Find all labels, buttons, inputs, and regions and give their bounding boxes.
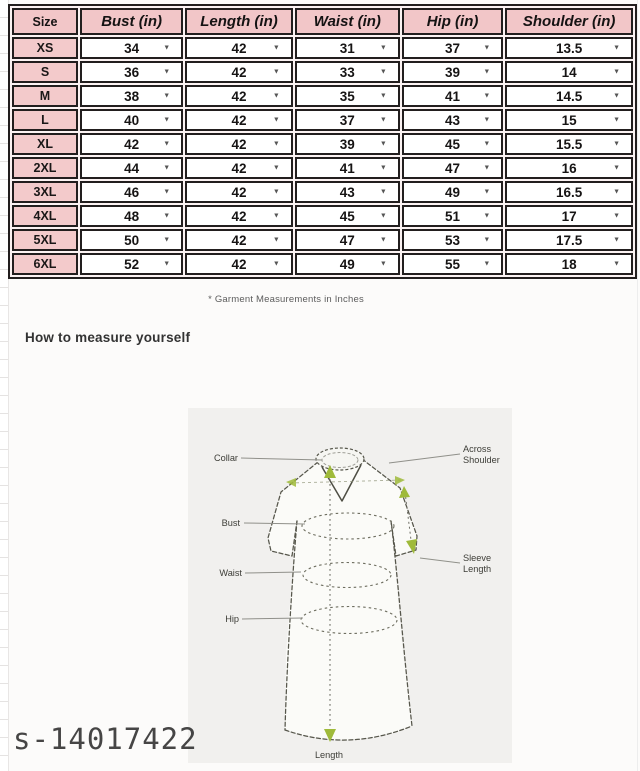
measurement-cell[interactable] (402, 37, 503, 59)
dropdown-caret-icon: ▼ (272, 68, 280, 76)
page-right-edge (637, 0, 638, 771)
cell-value: 15.5 (555, 136, 583, 152)
measurement-cell[interactable] (295, 229, 400, 251)
dropdown-caret-icon: ▼ (272, 116, 280, 124)
table-row (12, 205, 633, 227)
dropdown-caret-icon: ▼ (483, 188, 491, 196)
measurement-cell[interactable] (80, 109, 183, 131)
cell-value: 31 (339, 40, 355, 56)
measurement-cell[interactable] (505, 37, 633, 59)
dropdown-caret-icon: ▼ (379, 164, 387, 172)
cell-value: 42 (231, 208, 247, 224)
size-row-label: L (12, 109, 78, 131)
cell-value: 42 (231, 40, 247, 56)
table-row (12, 133, 633, 155)
dropdown-caret-icon: ▼ (483, 236, 491, 244)
cell-value: 51 (445, 208, 461, 224)
measurement-cell[interactable] (185, 85, 293, 107)
measurement-cell[interactable] (505, 61, 633, 83)
table-row (12, 85, 633, 107)
measurement-cell[interactable] (402, 109, 503, 131)
cell-value: 40 (124, 112, 140, 128)
measurement-cell[interactable] (402, 85, 503, 107)
cell-value: 42 (231, 256, 247, 272)
measurement-cell[interactable] (505, 157, 633, 179)
cell-value: 36 (124, 64, 140, 80)
dropdown-caret-icon: ▼ (613, 140, 620, 148)
dropdown-caret-icon: ▼ (483, 68, 491, 76)
column-header-shoulder: Shoulder (in) (505, 8, 633, 35)
measurement-cell[interactable] (185, 205, 293, 227)
table-row (12, 109, 633, 131)
measurement-cell[interactable] (185, 229, 293, 251)
measurement-cell[interactable] (505, 109, 633, 131)
cell-value: 42 (231, 64, 247, 80)
dropdown-caret-icon: ▼ (272, 236, 280, 244)
cell-value: 47 (445, 160, 461, 176)
measurement-cell[interactable] (505, 253, 633, 275)
dropdown-caret-icon: ▼ (613, 68, 620, 76)
column-header-bust: Bust (in) (80, 8, 183, 35)
diagram-label-sleeve-length-1: Sleeve (463, 553, 492, 563)
measurement-cell[interactable] (185, 37, 293, 59)
measurement-cell[interactable] (295, 109, 400, 131)
cell-value: 47 (339, 232, 355, 248)
size-row-label: XS (12, 37, 78, 59)
measurement-cell[interactable] (402, 133, 503, 155)
collar-outline (316, 448, 364, 470)
measurement-cell[interactable] (402, 253, 503, 275)
cell-value: 14.5 (555, 88, 583, 104)
measurement-cell[interactable] (80, 133, 183, 155)
cell-value: 55 (445, 256, 461, 272)
cell-value: 49 (339, 256, 355, 272)
header-row (12, 8, 633, 35)
table-row (12, 229, 633, 251)
cell-value: 42 (231, 160, 247, 176)
diagram-label-bust: Bust (221, 518, 240, 528)
measurement-cell[interactable] (295, 157, 400, 179)
dropdown-caret-icon: ▼ (379, 92, 387, 100)
cell-value: 42 (231, 88, 247, 104)
cell-value: 45 (445, 136, 461, 152)
cell-value: 37 (445, 40, 461, 56)
cell-value: 49 (445, 184, 461, 200)
measurement-cell[interactable] (80, 253, 183, 275)
cell-value: 39 (445, 64, 461, 80)
dropdown-caret-icon: ▼ (483, 140, 491, 148)
dropdown-caret-icon: ▼ (272, 260, 280, 268)
diagram-label-across-shoulder-2: Shoulder (463, 455, 500, 465)
size-row-label: 5XL (12, 229, 78, 251)
diagram-label-sleeve-length-2: Length (463, 564, 492, 574)
measurement-cell[interactable] (295, 253, 400, 275)
measurement-cell[interactable] (185, 133, 293, 155)
dropdown-caret-icon: ▼ (163, 140, 171, 148)
dropdown-caret-icon: ▼ (379, 188, 387, 196)
dropdown-caret-icon: ▼ (163, 68, 171, 76)
cell-value: 42 (231, 232, 247, 248)
measurement-cell[interactable] (295, 85, 400, 107)
dropdown-caret-icon: ▼ (483, 212, 491, 220)
dropdown-caret-icon: ▼ (613, 188, 620, 196)
dropdown-caret-icon: ▼ (483, 116, 491, 124)
cell-value: 44 (124, 160, 140, 176)
size-row-label: 6XL (12, 253, 78, 275)
dropdown-caret-icon: ▼ (613, 260, 620, 268)
measurement-cell[interactable] (505, 229, 633, 251)
diagram-label-length: Length (314, 750, 344, 760)
cell-value: 39 (339, 136, 355, 152)
column-header-waist: Waist (in) (295, 8, 400, 35)
cell-value: 33 (339, 64, 355, 80)
measurement-cell[interactable] (402, 61, 503, 83)
dropdown-caret-icon: ▼ (272, 188, 280, 196)
cell-value: 17 (561, 208, 577, 224)
dropdown-caret-icon: ▼ (272, 92, 280, 100)
dropdown-caret-icon: ▼ (613, 116, 620, 124)
cell-value: 42 (124, 136, 140, 152)
size-row-label: S (12, 61, 78, 83)
dropdown-caret-icon: ▼ (379, 44, 387, 52)
dropdown-caret-icon: ▼ (272, 212, 280, 220)
measurement-cell[interactable] (295, 205, 400, 227)
cell-value: 17.5 (555, 232, 583, 248)
measurement-cell[interactable] (185, 253, 293, 275)
dropdown-caret-icon: ▼ (483, 92, 491, 100)
measurement-diagram (188, 408, 512, 763)
diagram-label-collar: Collar (214, 453, 238, 463)
column-header-hip: Hip (in) (402, 8, 503, 35)
measurement-cell[interactable] (295, 133, 400, 155)
table-row (12, 181, 633, 203)
size-row-label: XL (12, 133, 78, 155)
measurement-cell[interactable] (80, 61, 183, 83)
measurement-cell[interactable] (295, 181, 400, 203)
cell-value: 37 (339, 112, 355, 128)
cell-value: 52 (124, 256, 140, 272)
measurement-cell[interactable] (80, 181, 183, 203)
dropdown-caret-icon: ▼ (163, 116, 171, 124)
measurement-cell[interactable] (295, 61, 400, 83)
dropdown-caret-icon: ▼ (163, 236, 171, 244)
measurement-cell[interactable] (402, 181, 503, 203)
dropdown-caret-icon: ▼ (272, 44, 280, 52)
cell-value: 53 (445, 232, 461, 248)
dropdown-caret-icon: ▼ (379, 140, 387, 148)
cell-value: 42 (231, 112, 247, 128)
dropdown-caret-icon: ▼ (379, 236, 387, 244)
measurement-cell[interactable] (505, 205, 633, 227)
dropdown-caret-icon: ▼ (272, 140, 280, 148)
cell-value: 41 (339, 160, 355, 176)
dropdown-caret-icon: ▼ (379, 116, 387, 124)
cell-value: 41 (445, 88, 461, 104)
dropdown-caret-icon: ▼ (483, 260, 491, 268)
measurement-cell[interactable] (185, 109, 293, 131)
table-row (12, 61, 633, 83)
column-header-length: Length (in) (185, 8, 293, 35)
cell-value: 13.5 (555, 40, 583, 56)
measurement-cell[interactable] (80, 37, 183, 59)
measurement-cell[interactable] (80, 157, 183, 179)
cell-value: 16.5 (555, 184, 583, 200)
measurement-cell[interactable] (402, 157, 503, 179)
dropdown-caret-icon: ▼ (163, 92, 171, 100)
dropdown-caret-icon: ▼ (272, 164, 280, 172)
dropdown-caret-icon: ▼ (163, 44, 171, 52)
measurement-cell[interactable] (402, 205, 503, 227)
measurement-cell[interactable] (80, 85, 183, 107)
cell-value: 42 (231, 184, 247, 200)
diagram-label-waist: Waist (219, 568, 242, 578)
dropdown-caret-icon: ▼ (483, 164, 491, 172)
dropdown-caret-icon: ▼ (163, 212, 171, 220)
dropdown-caret-icon: ▼ (379, 212, 387, 220)
dropdown-caret-icon: ▼ (163, 164, 171, 172)
measurement-cell[interactable] (505, 181, 633, 203)
product-code: s-14017422 (13, 722, 198, 756)
size-row-label: 4XL (12, 205, 78, 227)
cell-value: 43 (445, 112, 461, 128)
cell-value: 48 (124, 208, 140, 224)
dropdown-caret-icon: ▼ (379, 68, 387, 76)
dropdown-caret-icon: ▼ (379, 260, 387, 268)
cell-value: 15 (561, 112, 577, 128)
column-header-size: Size (12, 8, 78, 35)
cell-value: 35 (339, 88, 355, 104)
how-to-measure-heading: How to measure yourself (25, 330, 191, 345)
measurement-cell[interactable] (505, 133, 633, 155)
cell-value: 45 (339, 208, 355, 224)
measurement-cell[interactable] (185, 61, 293, 83)
measurement-cell[interactable] (505, 85, 633, 107)
measurements-footnote: * Garment Measurements in Inches (208, 294, 364, 305)
cell-value: 46 (124, 184, 140, 200)
dropdown-caret-icon: ▼ (613, 212, 620, 220)
dropdown-caret-icon: ▼ (483, 44, 491, 52)
size-row-label: 2XL (12, 157, 78, 179)
measurement-cell[interactable] (295, 37, 400, 59)
dropdown-caret-icon: ▼ (163, 260, 171, 268)
dropdown-caret-icon: ▼ (613, 236, 620, 244)
measurement-cell[interactable] (402, 229, 503, 251)
table-row (12, 157, 633, 179)
cell-value: 34 (124, 40, 140, 56)
size-row-label: M (12, 85, 78, 107)
dropdown-caret-icon: ▼ (613, 44, 620, 52)
dropdown-caret-icon: ▼ (613, 164, 620, 172)
size-chart-table (8, 4, 637, 279)
cell-value: 38 (124, 88, 140, 104)
cell-value: 18 (561, 256, 577, 272)
diagram-label-hip: Hip (225, 614, 239, 624)
dropdown-caret-icon: ▼ (613, 92, 620, 100)
cell-value: 43 (339, 184, 355, 200)
cell-value: 14 (561, 64, 577, 80)
cell-value: 42 (231, 136, 247, 152)
dropdown-caret-icon: ▼ (163, 188, 171, 196)
measurement-cell[interactable] (185, 181, 293, 203)
measurement-cell[interactable] (80, 229, 183, 251)
cell-value: 16 (561, 160, 577, 176)
size-row-label: 3XL (12, 181, 78, 203)
cell-value: 50 (124, 232, 140, 248)
diagram-label-across-shoulder-1: Across (463, 444, 492, 454)
table-row (12, 37, 633, 59)
measurement-cell[interactable] (185, 157, 293, 179)
measurement-cell[interactable] (80, 205, 183, 227)
table-row (12, 253, 633, 275)
